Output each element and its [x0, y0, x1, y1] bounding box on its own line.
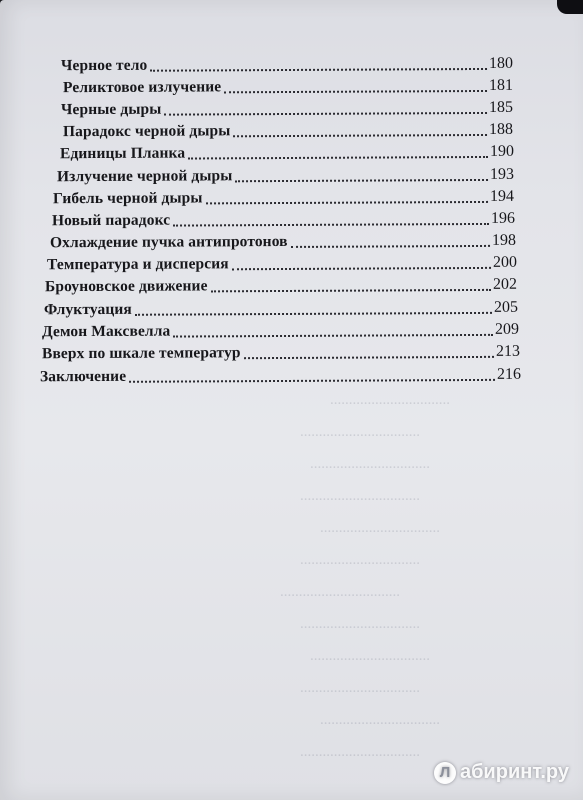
toc-entry	[57, 165, 514, 187]
toc-entry-title: Демон Максвелла	[41, 322, 171, 341]
toc-entry-page: 198	[491, 231, 517, 249]
toc-entry-page: 185	[488, 98, 514, 116]
dot-leader	[150, 68, 487, 72]
toc-entry-page: 205	[493, 298, 519, 316]
toc-entry-title: Парадокс черной дыры	[62, 122, 231, 141]
dot-leader	[235, 179, 488, 182]
labirint-logo-icon: Л	[434, 762, 456, 784]
dot-leader	[173, 334, 493, 338]
toc-entry-title: Температура и дисперсия	[46, 255, 229, 274]
toc-entry-page: 202	[492, 275, 518, 293]
toc-entry-title: Единицы Планка	[59, 144, 186, 163]
toc-entry-title: Флуктуация	[43, 300, 132, 319]
toc-entry-page: 193	[489, 165, 515, 183]
toc-entry-page: 190	[489, 142, 515, 160]
toc-entry	[61, 98, 513, 120]
toc-entry-page: 196	[490, 209, 516, 227]
toc-entry-title: Новый парадокс	[51, 211, 171, 230]
toc-entry	[40, 365, 521, 388]
toc-entry	[42, 320, 519, 342]
dot-leader	[135, 312, 492, 316]
dot-leader	[206, 201, 488, 204]
toc-entry-title: Излучение черной дыры	[56, 167, 233, 186]
toc-entry	[61, 54, 513, 76]
dot-leader	[244, 356, 494, 359]
dot-leader	[232, 267, 491, 270]
toc-entry-title: Гибель черной дыры	[52, 189, 203, 208]
toc-entry	[50, 231, 516, 253]
toc-entry	[45, 275, 517, 297]
dot-leader	[233, 134, 487, 137]
toc-entry	[53, 187, 514, 209]
dot-leader	[211, 289, 491, 292]
toc-entry	[42, 342, 520, 365]
toc-entry-page: 194	[489, 187, 515, 205]
toc-entry-page: 209	[494, 320, 520, 338]
dot-leader	[291, 245, 490, 248]
toc-entry-page: 216	[496, 365, 522, 383]
labirint-watermark	[434, 761, 569, 784]
toc-entry-title: Реликтовое излучение	[62, 78, 222, 97]
toc-entry-page: 200	[492, 253, 518, 271]
toc-entry	[47, 253, 517, 275]
toc-entry-page: 213	[495, 342, 521, 360]
bleed-through-text: ................................ ................................ ................................ ................................ ................................ ................................ ................................ ................................ ................................ ................................ ................................ ................................	[280, 392, 450, 760]
dot-leader	[224, 90, 487, 93]
toc-entry-title: Черное тело	[60, 56, 148, 75]
toc-entry	[63, 76, 513, 98]
toc-entry-page: 181	[488, 76, 514, 94]
toc-entry-title: Броуновское движение	[44, 277, 208, 296]
toc-entry-title: Вверх по шкале температур	[41, 344, 241, 363]
dot-leader	[173, 223, 489, 227]
dot-leader	[188, 156, 488, 160]
watermark-text: абиринт.ру	[459, 761, 569, 783]
toc-entry	[60, 142, 514, 164]
dot-leader	[164, 112, 487, 116]
toc-entry-page: 180	[488, 54, 514, 72]
toc-entry-title: Заключение	[39, 367, 127, 386]
toc-entry-page: 188	[488, 120, 514, 138]
toc-entry-title: Охлаждение пучка антипротонов	[49, 232, 288, 252]
toc-entry	[52, 209, 515, 231]
toc-entry-title: Черные дыры	[60, 100, 162, 119]
dot-leader	[129, 379, 495, 383]
toc-entry	[44, 298, 518, 320]
toc-entry	[63, 120, 513, 142]
